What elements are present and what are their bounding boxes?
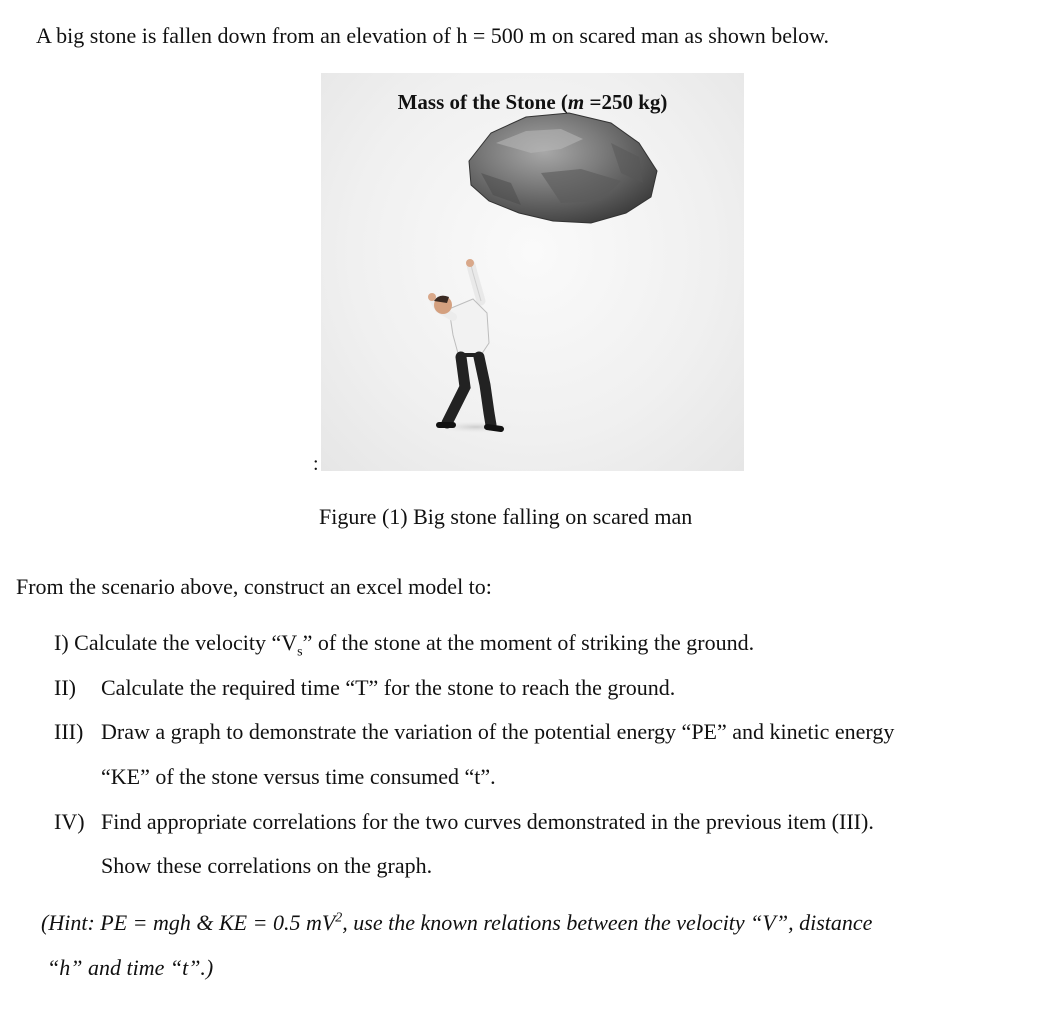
figure-caption: Figure (1) Big stone falling on scared man bbox=[319, 504, 693, 529]
task-item-4: IV) Find appropriate correlations for the two curves demonstrated in the previous item (III). bbox=[54, 809, 874, 834]
boulder-icon bbox=[469, 113, 657, 223]
task-item-1: I) Calculate the velocity “$V_s$” of the stone at the moment of striking the ground. bbox=[54, 630, 755, 660]
scared-man-icon bbox=[428, 259, 516, 433]
hint-line-1: (Hint: PE = mgh & KE = 0.5 $mV^2$, use the known relations between the velocity “V”, distance bbox=[41, 910, 873, 935]
task-item-3-number: III) bbox=[54, 719, 84, 744]
figure-label: Mass of the Stone (m =250 kg) bbox=[397, 90, 668, 114]
stone-and-man-illustration bbox=[321, 73, 744, 471]
task-item-3-continuation: “KE” of the stone versus time consumed “t”. bbox=[101, 764, 496, 789]
figure-image bbox=[321, 73, 744, 471]
task-item-4-number: IV) bbox=[54, 809, 85, 834]
task-item-3: III) Draw a graph to demonstrate the variation of the potential energy “PE” and kinetic energy bbox=[54, 719, 895, 744]
task-item-2-number: II) bbox=[54, 675, 76, 700]
hint-line-2: “h” and time “t”.) bbox=[47, 955, 214, 980]
colon-mark: : bbox=[313, 453, 319, 475]
task-item-4-continuation: Show these correlations on the graph. bbox=[101, 853, 433, 878]
intro-text: A big stone is fallen down from an elevation of h = 500 m on scared man as shown below. bbox=[36, 23, 830, 48]
task-item-2: II) Calculate the required time “T” for the stone to reach the ground. bbox=[54, 675, 676, 700]
task-item-1-number: I) bbox=[54, 630, 69, 655]
task-lead-text: From the scenario above, construct an excel model to: bbox=[16, 574, 492, 599]
